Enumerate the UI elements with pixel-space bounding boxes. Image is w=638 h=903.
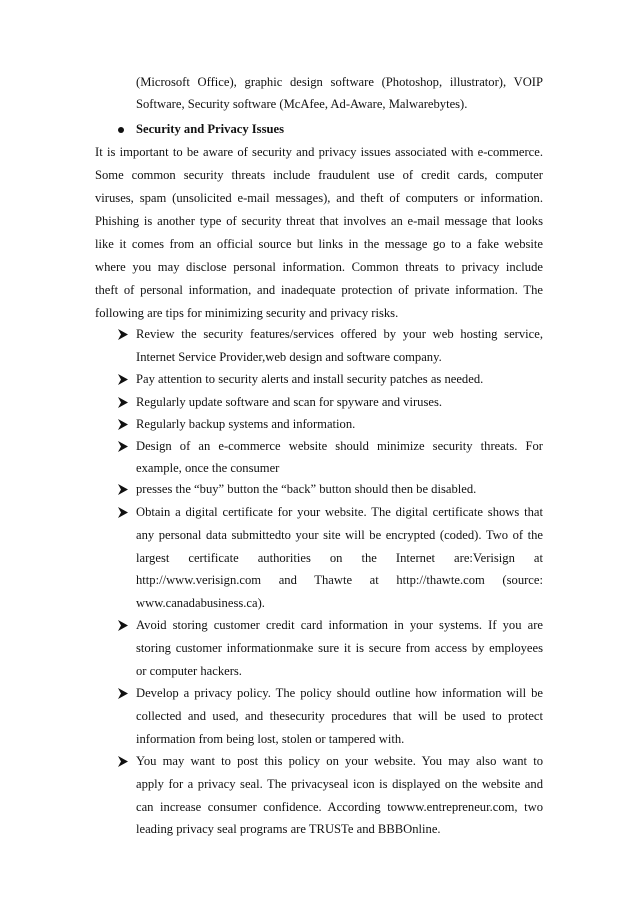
arrow-bullet-icon: [117, 397, 129, 408]
arrow-bullet-icon: [117, 507, 129, 518]
tip-8-line-1: Avoid storing customer credit card information in your systems. If you are: [136, 618, 543, 632]
tip-2-line-1: Pay attention to security alerts and install security patches as needed.: [136, 372, 484, 386]
arrow-bullet-icon: [117, 441, 129, 452]
tip-3-line-1: Regularly update software and scan for spyware and viruses.: [136, 395, 442, 409]
paragraph-line-6: where you may disclose personal information. Common threats to privacy include: [95, 260, 543, 274]
tip-7-line-4: http://www.verisign.com and Thawte at http://thawte.com (source:: [136, 573, 543, 587]
tip-8-line-2: storing customer informationmake sure it is secure from access by employees: [136, 641, 543, 655]
tip-10-line-4: leading privacy seal programs are TRUSTe and BBBOnline.: [136, 822, 441, 836]
arrow-bullet-icon: [117, 419, 129, 430]
tip-8-line-3: or computer hackers.: [136, 664, 242, 678]
tip-7-line-2: any personal data submittedto your site will be encrypted (coded). Two of the: [136, 528, 543, 542]
paragraph-line-2: Some common security threats include fraudulent use of credit cards, computer: [95, 168, 543, 182]
tip-7-line-3: largest certificate authorities on the Internet are:Verisign at: [136, 551, 543, 565]
bullet-dot-icon: [118, 127, 124, 133]
tip-5-line-2: example, once the consumer: [136, 461, 280, 475]
tip-9-line-3: information from being lost, stolen or tampered with.: [136, 732, 405, 746]
arrow-bullet-icon: [117, 484, 129, 495]
arrow-bullet-icon: [117, 329, 129, 340]
tip-7-line-5: www.canadabusiness.ca).: [136, 596, 265, 610]
arrow-bullet-icon: [117, 756, 129, 767]
tip-9-line-1: Develop a privacy policy. The policy should outline how information will be: [136, 686, 543, 700]
paragraph-line-4: Phishing is another type of security threat that involves an e-mail message that looks: [95, 214, 543, 228]
tip-10-line-2: apply for a privacy seal. The privacyseal icon is displayed on the website and: [136, 777, 543, 791]
tip-1-line-2: Internet Service Provider,web design and software company.: [136, 350, 442, 364]
paragraph-line-1: It is important to be aware of security and privacy issues associated with e-commerce.: [95, 145, 543, 159]
tip-10-line-3: can increase consumer confidence. According towww.entrepreneur.com, two: [136, 800, 543, 814]
paragraph-line-8: following are tips for minimizing security and privacy risks.: [95, 306, 399, 320]
tip-7-line-1: Obtain a digital certificate for your website. The digital certificate shows that: [136, 505, 543, 519]
intro-line-1: (Microsoft Office), graphic design software (Photoshop, illustrator), VOIP: [136, 75, 543, 89]
arrow-bullet-icon: [117, 620, 129, 631]
paragraph-line-7: theft of personal information, and inadequate protection of private information. The: [95, 283, 543, 297]
paragraph-line-5: like it comes from an official source but links in the message go to a fake website: [95, 237, 543, 251]
tip-4-line-1: Regularly backup systems and information.: [136, 417, 356, 431]
arrow-bullet-icon: [117, 688, 129, 699]
paragraph-line-3: viruses, spam (unsolicited e-mail messages), and theft of computers or information.: [95, 191, 543, 205]
tip-1-line-1: Review the security features/services offered by your web hosting service,: [136, 327, 543, 341]
arrow-bullet-icon: [117, 374, 129, 385]
tip-5-line-1: Design of an e-commerce website should minimize security threats. For: [136, 439, 543, 453]
section-heading: Security and Privacy Issues: [136, 122, 284, 136]
tip-10-line-1: You may want to post this policy on your website. You may also want to: [136, 754, 543, 768]
tip-9-line-2: collected and used, and thesecurity procedures that will be used to protect: [136, 709, 543, 723]
intro-line-2: Software, Security software (McAfee, Ad-Aware, Malwarebytes).: [136, 97, 468, 111]
tip-6-line-1: presses the “buy” button the “back” button should then be disabled.: [136, 482, 477, 496]
